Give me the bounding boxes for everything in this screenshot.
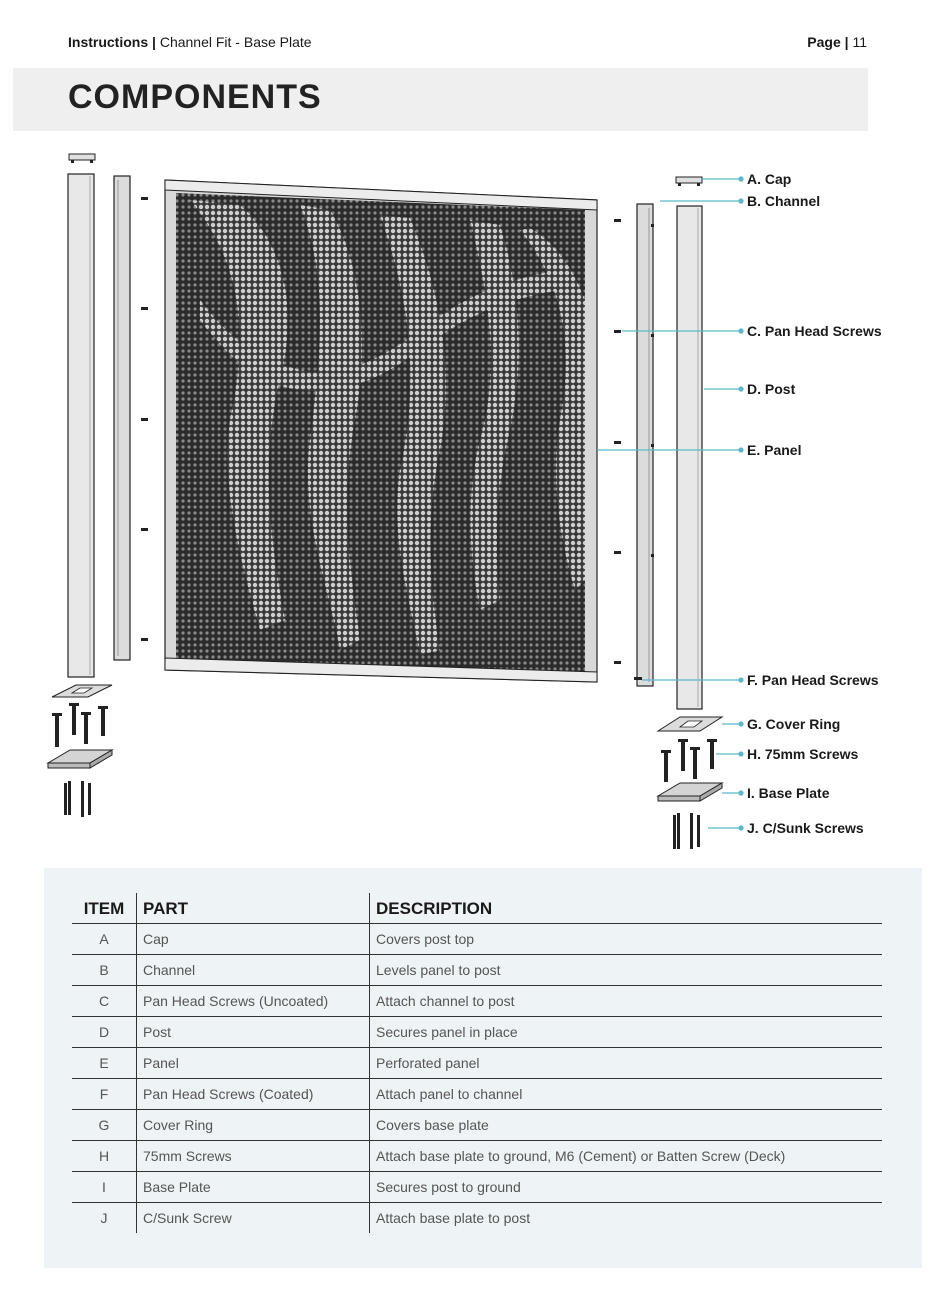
- cell-description: Attach panel to channel: [370, 1079, 883, 1110]
- right-cap: [676, 177, 702, 186]
- cell-description: Secures post to ground: [370, 1172, 883, 1203]
- cell-description: Secures panel in place: [370, 1017, 883, 1048]
- header-description: DESCRIPTION: [370, 893, 883, 924]
- table-header-row: [72, 893, 882, 924]
- cell-item: I: [72, 1172, 137, 1203]
- cell-item: D: [72, 1017, 137, 1048]
- cell-part: Pan Head Screws (Coated): [137, 1079, 370, 1110]
- callout-g-cover-ring: G. Cover Ring: [747, 716, 841, 732]
- cell-item: J: [72, 1203, 137, 1234]
- callout-h-75mm-screws: H. 75mm Screws: [747, 746, 859, 762]
- cell-part: Base Plate: [137, 1172, 370, 1203]
- table-row: [72, 986, 882, 1017]
- table-row: [72, 1048, 882, 1079]
- callout-f-pan-head-screws: F. Pan Head Screws: [747, 672, 879, 688]
- cell-item: B: [72, 955, 137, 986]
- doc-header-left: [68, 34, 312, 50]
- header-subtitle: Channel Fit - Base Plate: [159, 34, 312, 50]
- callout-c-pan-head-screws: C. Pan Head Screws: [747, 323, 882, 339]
- table-row: [72, 1017, 882, 1048]
- cell-part: Panel: [137, 1048, 370, 1079]
- callout-j-csunk-screws: J. C/Sunk Screws: [747, 820, 864, 836]
- left-cap: [69, 154, 95, 163]
- cell-item: E: [72, 1048, 137, 1079]
- table-row: [72, 1172, 882, 1203]
- callout-b-channel: B. Channel: [747, 193, 821, 209]
- cell-description: Covers base plate: [370, 1110, 883, 1141]
- cell-part: Pan Head Screws (Uncoated): [137, 986, 370, 1017]
- cell-description: Attach base plate to post: [370, 1203, 883, 1234]
- perforated-panel: [165, 180, 597, 682]
- cell-item: G: [72, 1110, 137, 1141]
- header-separator-right: |: [844, 34, 849, 50]
- table-row: [72, 1141, 882, 1172]
- table-row: [72, 1203, 882, 1234]
- cell-description: Attach channel to post: [370, 986, 883, 1017]
- right-base-assembly: [658, 717, 722, 849]
- cell-description: Perforated panel: [370, 1048, 883, 1079]
- header-section: Instructions: [68, 34, 149, 50]
- table-row: [72, 1079, 882, 1110]
- header-separator: |: [152, 34, 156, 50]
- cell-item: H: [72, 1141, 137, 1172]
- header-item: ITEM: [72, 893, 137, 924]
- cell-description: Covers post top: [370, 924, 883, 955]
- cell-part: C/Sunk Screw: [137, 1203, 370, 1234]
- header-part: PART: [137, 893, 370, 924]
- page-title: COMPONENTS: [68, 78, 322, 116]
- callout-d-post: D. Post: [747, 381, 796, 397]
- cell-part: Cover Ring: [137, 1110, 370, 1141]
- cell-part: Channel: [137, 955, 370, 986]
- callout-i-base-plate: I. Base Plate: [747, 785, 830, 801]
- left-channel: [114, 176, 130, 660]
- cell-description: Levels panel to post: [370, 955, 883, 986]
- page-label: Page: [807, 34, 841, 50]
- components-table: [72, 893, 882, 1233]
- table-row: [72, 1110, 882, 1141]
- right-channel: [637, 204, 653, 686]
- left-channel-screws: [141, 197, 148, 641]
- cell-item: F: [72, 1079, 137, 1110]
- page-number: 11: [852, 34, 867, 50]
- cell-part: Cap: [137, 924, 370, 955]
- doc-header-right: [807, 34, 867, 50]
- callout-lines: [597, 177, 743, 830]
- cell-item: C: [72, 986, 137, 1017]
- cell-part: 75mm Screws: [137, 1141, 370, 1172]
- cell-part: Post: [137, 1017, 370, 1048]
- table-row: [72, 955, 882, 986]
- cell-item: A: [72, 924, 137, 955]
- cell-description: Attach base plate to ground, M6 (Cement) or Batten Screw (Deck): [370, 1141, 883, 1172]
- left-base-assembly: [48, 685, 112, 817]
- table-row: [72, 924, 882, 955]
- callout-a-cap: A. Cap: [747, 171, 792, 187]
- callout-e-panel: E. Panel: [747, 442, 802, 458]
- right-channel-screws: [614, 219, 621, 664]
